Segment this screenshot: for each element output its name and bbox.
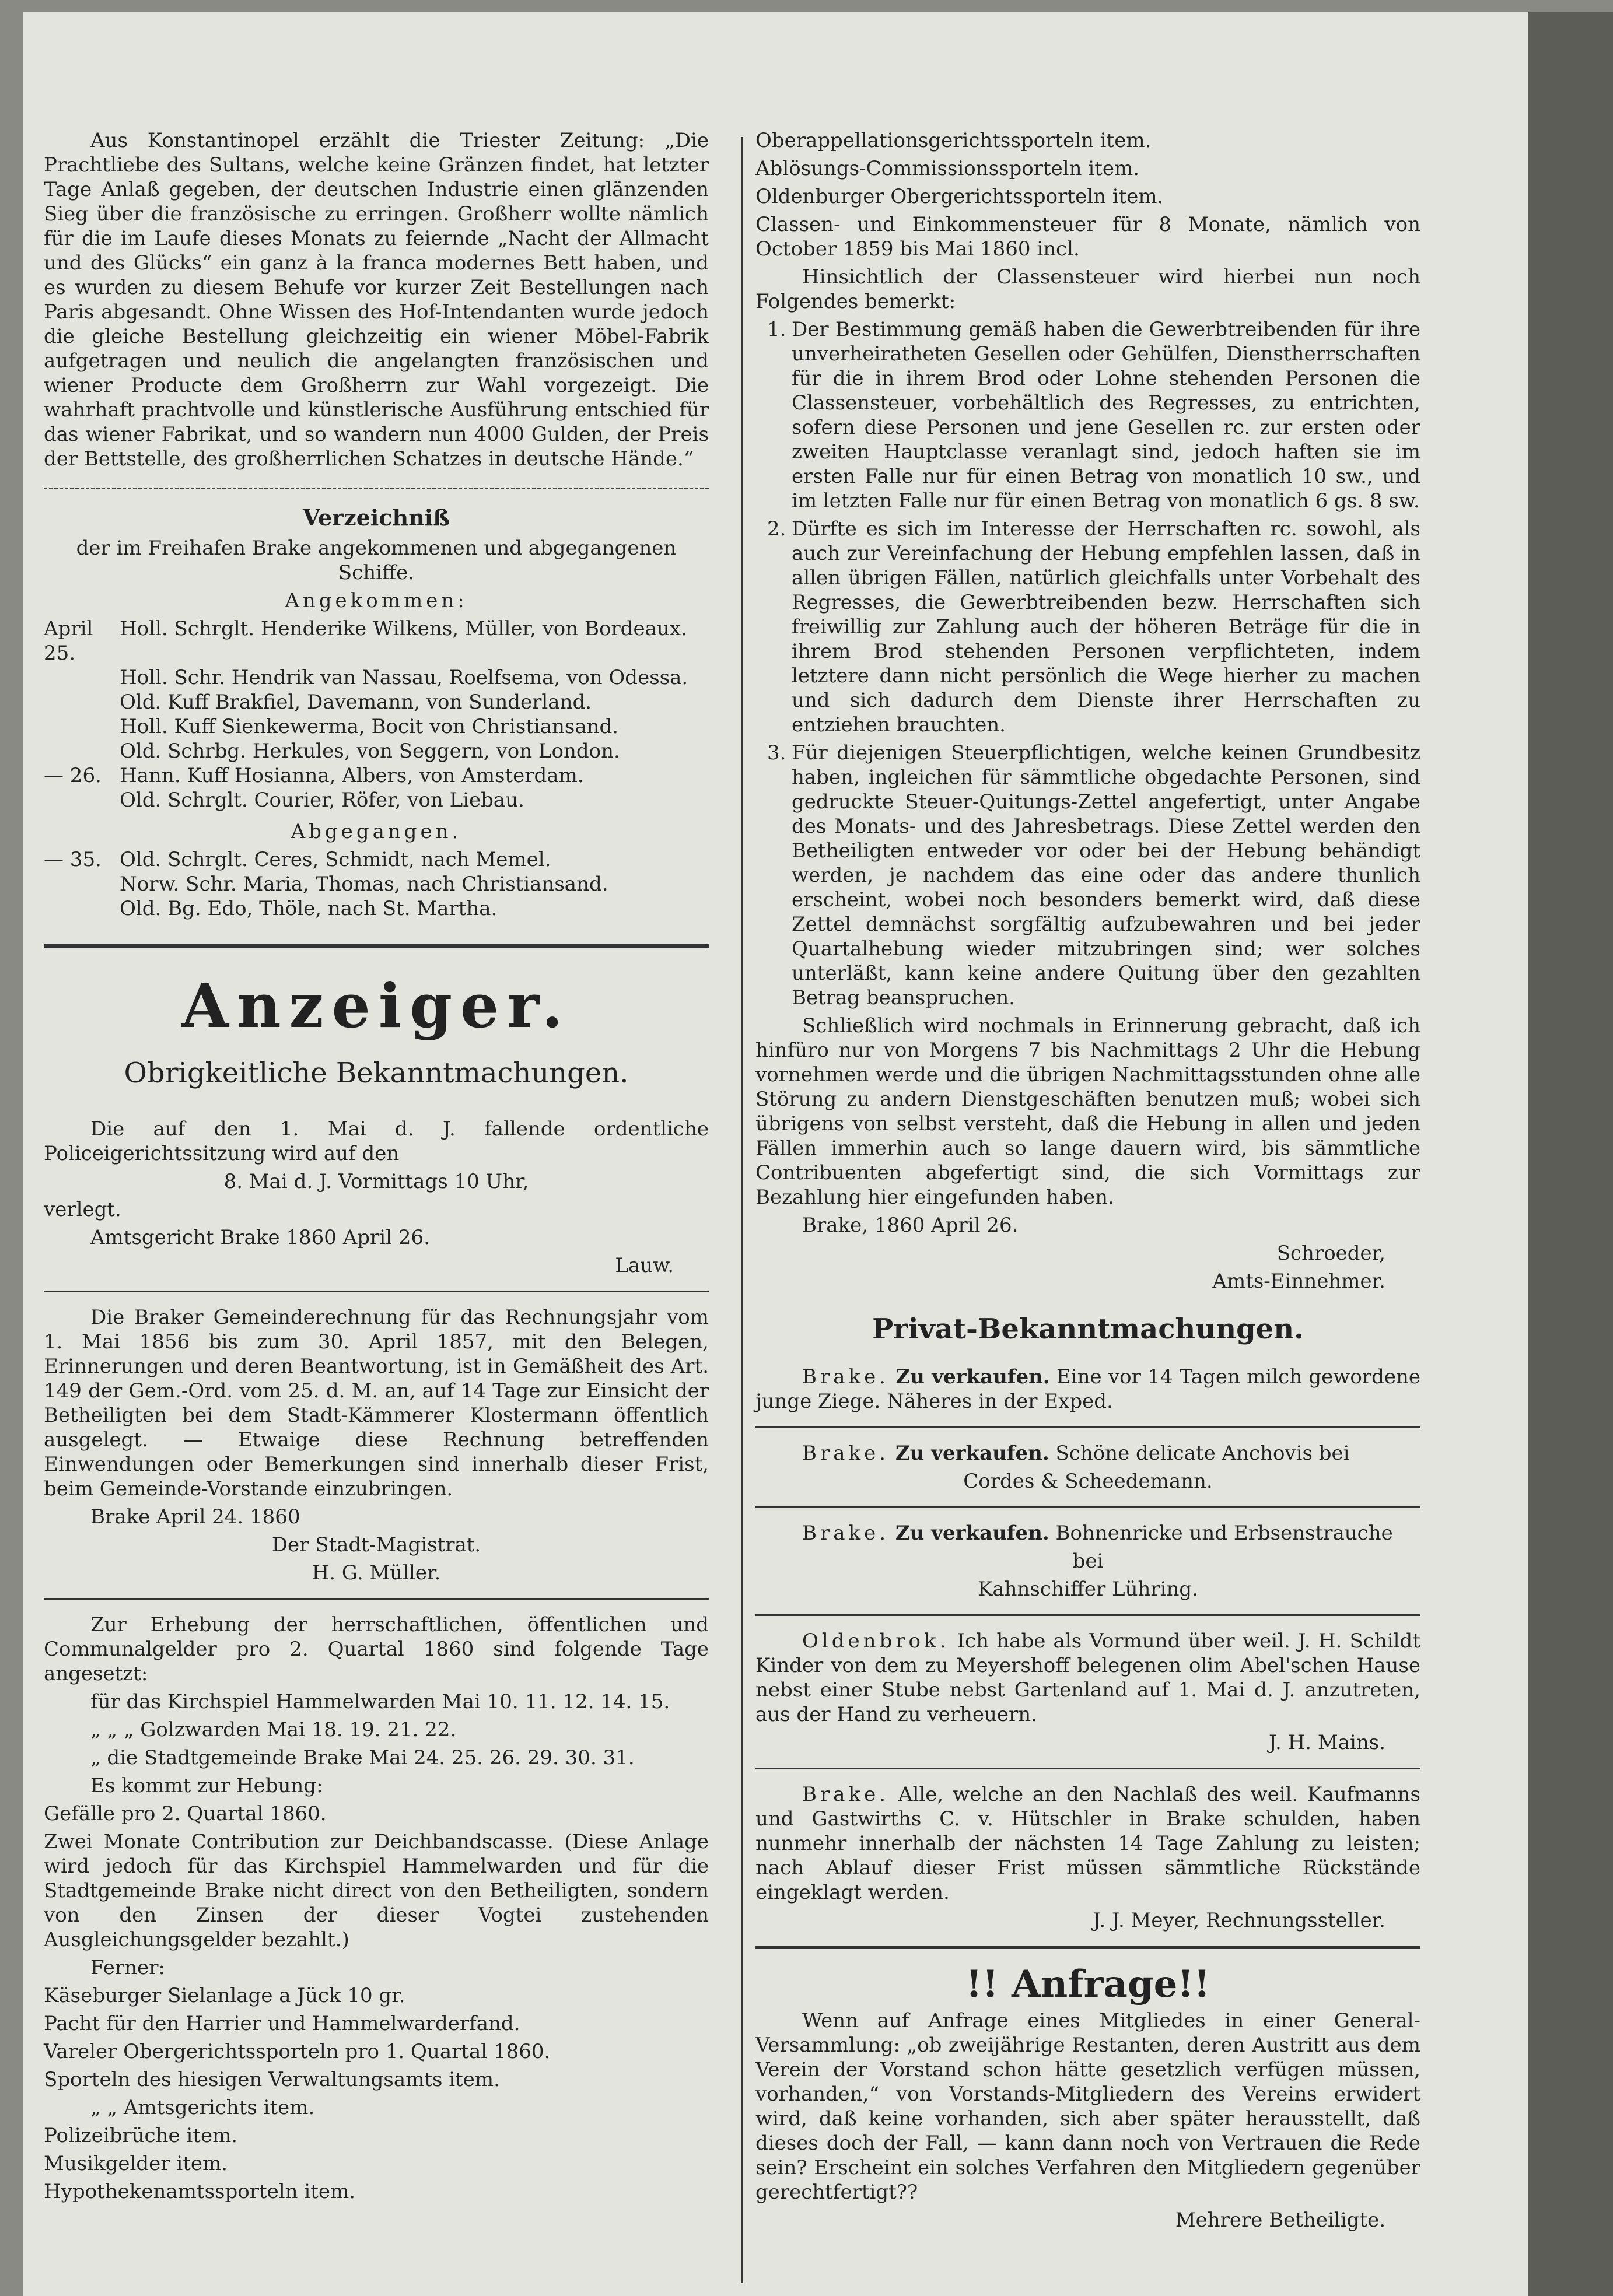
ad-signature: Kahnschiffer Lühring.	[977, 1578, 1199, 1601]
official-notices-title: Obrigkeitliche Bekanntmachungen.	[124, 1057, 629, 1089]
ad-text: Ich habe als Vormund über weil. J. H. Schildt Kinder von dem zu Meyershoff belegenen olim Abel'schen Hause nebst einer Stube nebst Gartenland auf 1. Mai d. J. anzutreten, aus der Hand zu verheuern.	[755, 1629, 1420, 1726]
notice-text: Die Braker Gemeinderechnung für das Rechnungsjahr vom 1. Mai 1856 bis zum 30. April 1857, mit den Belegen, Erinnerungen und deren Beantwortung, ist in Gemäßheit des Art. 149 der Gem.-Ord. vom 25. d. M. an, auf 14 Tage zur Einsicht der Betheiligten bei dem Stadt-Kämmerer Klostermann öffentlich ausgelegt. — Etwaige diese Rechnung betreffenden Einwendungen oder Bemerkungen sind innerhalb dieser Frist, beim Gemeinde-Vorstande einzubringen.	[44, 1306, 709, 1501]
class-tax-intro: Hinsichtlich der Classensteuer wird hierbei nun noch Folgendes bemerkt:	[755, 265, 1420, 313]
item-text: Für diejenigen Steuerpflichtigen, welche keinen Grundbesitz haben, ingleichen für sämmtliche obgedachte Personen, sind gedruckte Steuer-Quitungs-Zettel angefertigt, unter Angabe des Monats- und des Jahresbetrags. Diese Zettel werden den Betheiligten entweder vor oder bei der Hebung behändigt werden, je nachdem das eine oder das andere thunlich erscheint, wobei noch besonders bemerkt wird, daß diese Zettel demnächst sorgfältig aufzubewahren und bei jeder Quartalhebung wieder mitzubringen sind; wer solches unterläßt, kann keine andere Quitung über den gezahlten Betrag beanspruchen.	[792, 741, 1420, 1009]
notice-signature-1: Der Stadt-Magistrat.	[271, 1533, 481, 1557]
arrived-label: Angekommen:	[285, 589, 468, 612]
collection-line: „ „ „ Golzwarden Mai 18. 19. 21. 22.	[90, 1718, 457, 1741]
collection-line: Vareler Obergerichtssporteln pro 1. Quartal 1860.	[44, 2040, 551, 2063]
constantinople-article: Aus Konstantinopel erzählt die Triester Zeitung: „Die Prachtliebe des Sultans, welche keine Gränzen findet, hat letzter Tage Anlaß gegeben, der deutschen Industrie einen glänzenden Sieg über die französische zu erringen. Großherr wollte nämlich für die im Laufe dieses Monats zu feiernde „Nacht der Allmacht und des Glücks“ ein ganz à la franca modernes Bett haben, und es wurden zu diesem Behufe vor kurzer Zeit Bestellungen nach Paris abgesandt. Ohne Wissen des Hof-Intendanten wurde jedoch die gleiche Bestellung gleichzeitig ein wiener Möbel-Fabrik aufgetragen und neulich die angelangten französischen und wiener Producte dem Großherrn zur Wahl vorgezeigt. Die wahrhaft prachtvolle und künstlerische Ausführung entschied für das wiener Fabrikat, und so wandern nun 4000 Gulden, der Preis der Bettstelle, des großherrlichen Schatzes in deutsche Hände.“	[44, 129, 709, 471]
ships-title: Verzeichniß	[302, 504, 450, 531]
ship-text: Old. Schrglt. Ceres, Schmidt, nach Memel.	[120, 848, 551, 871]
numbered-item	[755, 317, 1420, 513]
collection-line: Ferner:	[90, 1956, 165, 1979]
collection-line: „ „ Amtsgerichts item.	[90, 2096, 315, 2119]
numbered-item	[755, 741, 1420, 1010]
item-text: Der Bestimmung gemäß haben die Gewerbtreibenden für ihre unverheiratheten Gesellen oder Gehülfen, Dienstherrschaften für die in ihrem Brod oder Lohne stehenden Personen die Classensteuer, vorbehältlich des Regresses, zu entrichten, sofern diese Personen und jene Gesellen rc. zur ersten oder zweiten Hauptclasse veranlagt sind, jedoch haften sie im ersten Falle nur für einen Betrag von monatlich 10 sw., und im letzten Falle nur für einen Betrag von monatlich 6 gs. 8 sw.	[792, 318, 1420, 513]
closing-signature-2: Amts-Einnehmer.	[1212, 1270, 1385, 1293]
notice-police-court	[44, 1117, 709, 1278]
ships-subtitle: der im Freihafen Brake angekommenen und abgegangenen Schiffe.	[76, 537, 677, 584]
ship-date	[44, 665, 120, 690]
collection-line: Käseburger Sielanlage a Jück 10 gr.	[44, 1984, 405, 2007]
ship-text: Hann. Kuff Hosianna, Albers, von Amsterdam.	[120, 764, 584, 787]
fee-line: Oldenburger Obergerichtssporteln item.	[755, 185, 1164, 208]
collection-line: „ die Stadtgemeinde Brake Mai 24. 25. 26. 29. 30. 31.	[90, 1746, 635, 1769]
ad-text: Schöne delicate Anchovis bei	[1055, 1442, 1350, 1465]
private-notices-title: Privat-Bekanntmachungen.	[872, 1313, 1304, 1345]
notice-tail: verlegt.	[44, 1198, 121, 1221]
anfrage-signature: Mehrere Betheiligte.	[1175, 2209, 1385, 2232]
anzeiger-heading: Anzeiger.	[181, 970, 571, 1042]
ad-rule	[755, 1614, 1420, 1616]
collection-line: Hypothekenamtssporteln item.	[44, 2180, 356, 2203]
ship-date: April 25.	[44, 617, 93, 665]
ad-rule	[755, 1426, 1420, 1428]
ship-entry	[44, 714, 709, 739]
ad-rule	[755, 1506, 1420, 1508]
ship-entry	[44, 739, 709, 763]
page-edge-shadow	[1528, 12, 1613, 2296]
departed-label: Abgegangen.	[291, 820, 462, 843]
ship-date	[44, 896, 120, 921]
notice-signature: Lauw.	[615, 1254, 674, 1277]
notice-place: Brake April 24. 1860	[90, 1505, 300, 1529]
ship-date: — 35.	[44, 848, 102, 871]
ad-place: Brake.	[802, 1522, 890, 1545]
arrived-list	[44, 616, 709, 812]
ship-date: — 26.	[44, 764, 102, 787]
ad-anchovies	[755, 1441, 1420, 1494]
notice-signature-2: H. G. Müller.	[312, 1561, 441, 1585]
ship-entry	[44, 665, 709, 690]
item-number: 1.	[767, 318, 786, 341]
right-column	[755, 128, 1420, 2236]
item-text: Dürfte es sich im Interesse der Herrschaften rc. sowohl, als auch zur Vereinfachung der Hebung empfehlen lassen, daß in allen übrigen Fällen, natürlich gleichfalls unter Vorbehalt des Regresses, die Gewerbtreibenden bezw. Herrschaften sich freiwillig zur Zahlung auch der höheren Beträge für die in ihrem Brod stehenden Personen verpflichteten, indem letztere dann nicht persönlich die Wege hierher zu machen und sich dadurch dem Dienste ihrer Herrschaften zu entziehen brauchten.	[792, 517, 1420, 737]
ad-bean-sticks	[755, 1521, 1420, 1601]
departed-list	[44, 847, 709, 921]
notice-rule	[44, 1598, 709, 1600]
ship-date	[44, 714, 120, 739]
ship-entry	[44, 763, 709, 788]
ad-place: Oldenbrok.	[802, 1629, 950, 1653]
ad-rule	[755, 1946, 1420, 1949]
ad-estate	[755, 1782, 1420, 1933]
ad-heading: Zu verkaufen.	[895, 1442, 1049, 1465]
collection-line: Sporteln des hiesigen Verwaltungsamts item.	[44, 2068, 500, 2091]
ad-text: Eine vor 14 Tagen milch gewordene junge Ziege. Näheres in der Exped.	[755, 1365, 1420, 1413]
notice-date-line: 8. Mai d. J. Vormittags 10 Uhr,	[223, 1170, 529, 1193]
anfrage-title: !! Anfrage!!	[965, 1962, 1210, 2006]
collection-line: Gefälle pro 2. Quartal 1860.	[44, 1802, 327, 1825]
section-rule	[44, 944, 709, 948]
ship-entry	[44, 872, 709, 896]
collection-line: Musikgelder item.	[44, 2152, 228, 2175]
closing-text: Schließlich wird nochmals in Erinnerung gebracht, daß ich hinfüro nur von Morgens 7 bis Nachmittags 2 Uhr die Hebung vornehmen werde und die übrigen Nachmittagsstunden ohne alle Störung zu andern Dienstgeschäften benutzen muß; wobei sich übrigens von selbst versteht, daß die Hebung in allen und jeden Fällen immerhin auch so lange dauern wird, bis sämmtliche Contribuenten abgefertigt sind, die sich Vormittags zur Bezahlung hier eingefunden haben.	[755, 1014, 1420, 1209]
numbered-item	[755, 517, 1420, 737]
ship-text: Old. Kuff Brakfiel, Davemann, von Sunderland.	[120, 690, 592, 714]
ship-text: Old. Schrglt. Courier, Röfer, von Liebau.	[120, 788, 524, 812]
closing-signature-1: Schroeder,	[1276, 1242, 1385, 1265]
ad-heading: Zu verkaufen.	[895, 1522, 1049, 1545]
collection-line: für das Kirchspiel Hammelwarden Mai 10. 11. 12. 14. 15.	[90, 1690, 670, 1713]
ad-rule	[755, 1768, 1420, 1769]
ship-text: Old. Schrbg. Herkules, von Seggern, von London.	[120, 739, 620, 763]
ship-entry	[44, 616, 709, 665]
ship-text: Norw. Schr. Maria, Thomas, nach Christiansand.	[120, 872, 608, 896]
ad-place: Brake.	[802, 1442, 890, 1465]
notice-accounts	[44, 1305, 709, 1585]
ad-text: Alle, welche an den Nachlaß des weil. Kaufmanns und Gastwirths C. v. Hütschler in Brake schulden, haben nunmehr innerhalb der nächsten 14 Tage Zahlung zu leisten; nach Ablauf dieser Frist müssen sämmtliche Rückstände eingeklagt werden.	[755, 1783, 1421, 1904]
ship-date	[44, 739, 120, 763]
notice-collection	[44, 1613, 709, 2204]
notice-text: Zur Erhebung der herrschaftlichen, öffentlichen und Communalgelder pro 2. Quartal 1860 sind folgende Tage angesetzt:	[44, 1613, 709, 1685]
collection-line: Pacht für den Harrier und Hammelwarderfand.	[44, 2012, 520, 2035]
ad-heading: Zu verkaufen.	[895, 1365, 1050, 1389]
ad-goat	[755, 1365, 1420, 1414]
column-divider	[741, 137, 743, 2283]
ad-by: bei	[1072, 1550, 1104, 1573]
ad-place: Brake.	[802, 1783, 890, 1806]
ship-text: Old. Bg. Edo, Thöle, nach St. Martha.	[120, 897, 498, 920]
fee-line: Ablösungs-Commissionssporteln item.	[755, 157, 1140, 180]
ship-date	[44, 788, 120, 812]
ad-text: Bohnenricke und Erbsenstrauche	[1055, 1522, 1393, 1545]
ship-entry	[44, 788, 709, 812]
left-column	[44, 128, 709, 2207]
ship-date	[44, 872, 120, 896]
item-number: 2.	[767, 517, 786, 541]
closing-place: Brake, 1860 April 26.	[802, 1214, 1019, 1237]
notice-place: Amtsgericht Brake 1860 April 26.	[90, 1226, 430, 1249]
section-separator	[44, 488, 709, 489]
ship-entry	[44, 847, 709, 872]
anfrage-text: Wenn auf Anfrage eines Mitgliedes in einer General-Versammlung: „ob zweijährige Restanten, deren Austritt aus dem Verein der Vorstand schon hätte gesetzlich verfügen müssen, vorhanden,“ von Vorstands-Mitgliedern des Vereins erwidert wird, daß keine vorhanden, sich aber später herausstellt, daß dieses doch der Fall, — kann dann noch von Vertrauen die Rede sein? Erscheint ein solches Verfahren den Mitgliedern gegenüber gerechtfertigt??	[755, 2009, 1420, 2204]
fee-line: Classen- und Einkommensteuer für 8 Monate, nämlich von October 1859 bis Mai 1860 incl.	[755, 213, 1420, 261]
ship-text: Holl. Schr. Hendrik van Nassau, Roelfsema, von Odessa.	[120, 666, 688, 689]
fee-line: Oberappellationsgerichtssporteln item.	[755, 129, 1152, 152]
ad-place: Brake.	[802, 1365, 890, 1389]
item-number: 3.	[767, 741, 786, 765]
ship-entry	[44, 896, 709, 921]
ad-oldenbrok	[755, 1629, 1420, 1755]
collection-line: Zwei Monate Contribution zur Deichbandscasse. (Diese Anlage wird jedoch für das Kirchspiel Hammelwarden und für die Stadtgemeinde Brake nicht direct von den Betheiligten, sondern von den Zinsen der dieser Vogtei zustehenden Ausgleichungsgelder bezahlt.)	[44, 1830, 709, 1951]
ship-text: Holl. Kuff Sienkewerma, Bocit von Christiansand.	[120, 715, 619, 738]
ad-signature: J. H. Mains.	[1269, 1731, 1385, 1754]
ad-signature: Cordes & Scheedemann.	[963, 1470, 1213, 1493]
ship-text: Holl. Schrglt. Henderike Wilkens, Müller, von Bordeaux.	[120, 617, 687, 640]
notice-text: Die auf den 1. Mai d. J. fallende ordentliche Policeigerichtssitzung wird auf den	[44, 1117, 709, 1165]
notice-rule	[44, 1291, 709, 1292]
ad-signature: J. J. Meyer, Rechnungssteller.	[1093, 1909, 1385, 1932]
collection-line: Polizeibrüche item.	[44, 2124, 238, 2147]
collection-line: Es kommt zur Hebung:	[90, 1774, 323, 1797]
ship-entry	[44, 690, 709, 714]
ship-date	[44, 690, 120, 714]
